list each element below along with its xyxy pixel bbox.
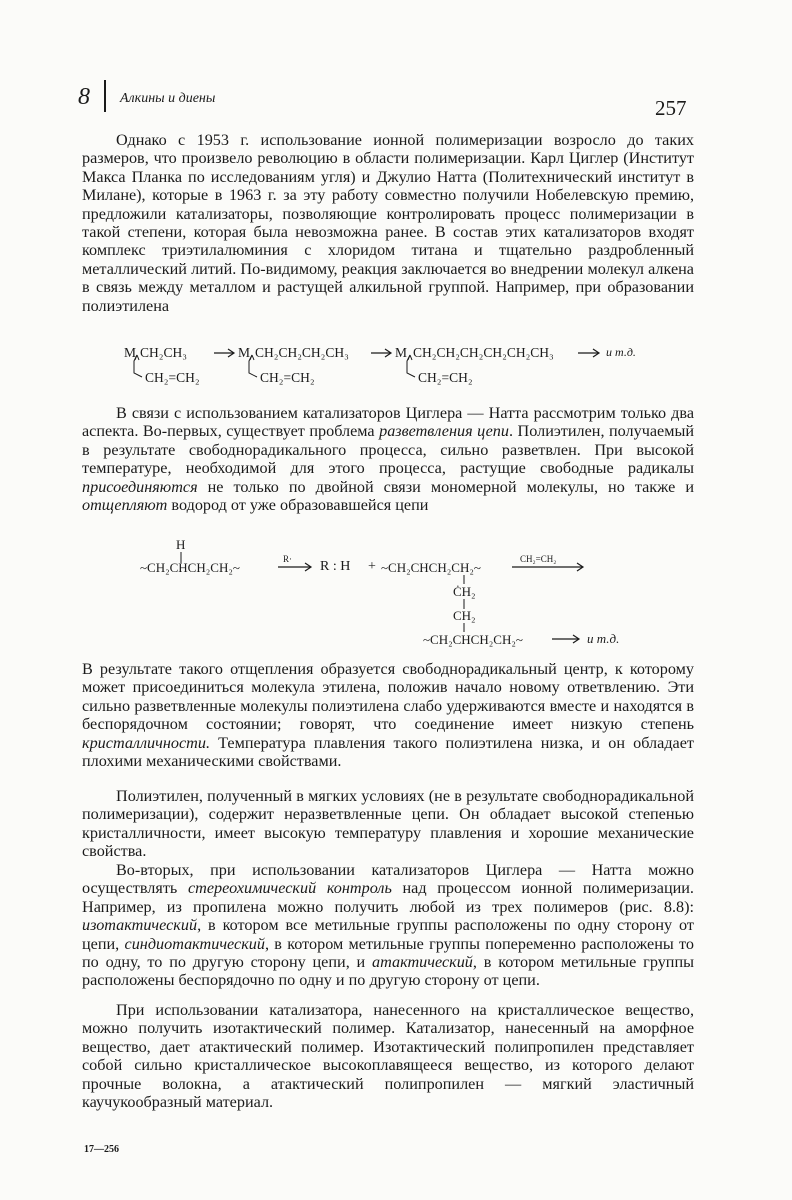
etc-label: и т.д. bbox=[606, 345, 636, 359]
metal-m2: M bbox=[238, 345, 251, 360]
emphasis-atactic: атактический bbox=[372, 953, 473, 972]
plus-sign: + bbox=[368, 559, 376, 574]
text-run: Во-вторых, при использовании катализаторов Циглера — Натта можно осуществлять bbox=[82, 861, 694, 898]
alkyl-chain-2: CH₂CH₂CH₂CH₃ bbox=[255, 345, 349, 360]
emphasis-crystallinity: кристалличности. bbox=[82, 733, 210, 752]
ethylene-2: CH₂=CH₂ bbox=[260, 370, 315, 385]
page-number: 257 bbox=[655, 96, 687, 120]
text-run: , в котором все метильные группы расположены по одну сторону от цепи, bbox=[82, 916, 694, 953]
hydrogen-label: H bbox=[176, 537, 186, 552]
paragraph-4 bbox=[82, 787, 694, 861]
emphasis-abstract: отщепляют bbox=[82, 496, 168, 515]
signature-mark: 17—256 bbox=[84, 1144, 119, 1155]
reaction-scheme-branching bbox=[140, 537, 660, 657]
text-run: В связи с использованием катализаторов Циглера — Натта рассмотрим только два аспекта. Во-первых, существует проблема bbox=[82, 404, 694, 441]
emphasis-syndiotactic: синдиотактический bbox=[124, 934, 265, 953]
alkyl-chain-3: CH₂CH₂CH₂CH₂CH₂CH₃ bbox=[413, 345, 554, 360]
emphasis-stereo-control: стереохимический контроль bbox=[187, 879, 392, 898]
chain-branched: ~CH₂CHCH₂CH₂~ bbox=[423, 632, 523, 647]
paragraph-text bbox=[82, 660, 694, 770]
text-run: Температура плавления такого полиэтилена низка, и он обладает плохими механическими свойствами. bbox=[82, 733, 694, 771]
text-run: . Полиэтилен, получаемый в результате свободнорадикального процесса, сильно разветвлен. При высокой температуре, необходимой для этого процесса, растущие свободные радикалы bbox=[82, 422, 695, 478]
ethylene-3: CH₂=CH₂ bbox=[418, 370, 473, 385]
paragraph-6 bbox=[82, 1001, 694, 1111]
etc-label-2: и т.д. bbox=[587, 631, 620, 646]
paragraph-1 bbox=[82, 131, 694, 315]
chain-radical: ~CH₂CHCH₂CH₂~ bbox=[381, 560, 481, 575]
text-run: В результате такого отщепления образуется свободнорадикальный центр, к которому может присоединиться молекула этилена, положив начало новому ответвлению. Эти сильно разветвленные молекулы полиэтилена слабо удерживаются вместе и находятся в беспорядочном состоянии; говорят, что соединение имеет низкую степень bbox=[82, 660, 694, 734]
ch2-group: CH₂ bbox=[453, 608, 476, 623]
ch2-radical: ĊH₂ bbox=[453, 584, 476, 599]
radical-reagent: R· bbox=[283, 554, 292, 564]
rh-product: R : H bbox=[320, 559, 351, 574]
scheme2-lines bbox=[140, 537, 660, 657]
reaction-scheme-polyethylene bbox=[118, 343, 678, 393]
text-run: водород от уже образовавшейся цепи bbox=[167, 496, 429, 515]
ethylene-1: CH₂=CH₂ bbox=[145, 370, 200, 385]
paragraph-text: Полиэтилен, полученный в мягких условиях (не в результате свободнорадикальной полимеризации), содержит неразветвленные цепи. Он обладает высокой степенью кристалличности, имеет высокую температуру плавления и хорошие механические свойства. bbox=[82, 787, 694, 861]
emphasis-isotactic: изотактический bbox=[82, 916, 198, 935]
alkyl-chain-1: CH₂CH₃ bbox=[140, 345, 187, 360]
text-run: , в котором метильные группы расположены беспорядочно по одну и по другую сторону от цепи. bbox=[82, 953, 694, 990]
chapter-title: Алкины и диены bbox=[120, 91, 216, 106]
paragraph-text bbox=[82, 404, 694, 514]
metal-m1: M bbox=[124, 345, 137, 360]
paragraph-text: При использовании катализатора, нанесенного на кристаллическое вещество, можно получить изотактический полимер. Катализатор, нанесенный на аморфное вещество, дает атактический полимер. Изотактический полипропилен представляет собой сильно кристаллическое высокоплавящееся вещество, из которого делают прочные волокна, а атактический полипропилен — мягкий эластичный каучукообразный материал. bbox=[82, 1001, 694, 1112]
chain-with-h: ~CH₂CHCH₂CH₂~ bbox=[140, 560, 240, 575]
header-divider bbox=[104, 80, 106, 112]
paragraph-5 bbox=[82, 861, 694, 990]
text-run: , в котором метильные группы попеременно расположены то по одну, то по другую сторону цепи, и bbox=[82, 934, 694, 972]
ethylene-reagent: CH₂=CH₂ bbox=[520, 554, 557, 564]
paragraph-3 bbox=[82, 660, 694, 770]
paragraph-text: Однако с 1953 г. использование ионной полимеризации возросло до таких размеров, что произвело революцию в области полимеризации. Карл Циглер (Институт Макса Планка по исследованиям угля) и Джулио Натта (Политехнический институт в Милане), которые в 1963 г. за эту работу совместно получили Нобелевскую премию, предложили катализаторы, позволяющие контролировать процесс полимеризации в такой степени, которая была невозможна ранее. В состав этих катализаторов входят комплекс триэтилалюминия с хлоридом титана и тщательно раздробленный металлический литий. По-видимому, реакция заключается во внедрении молекул алкена в связь между металлом и растущей алкильной группой. Например, при образовании полиэтилена bbox=[82, 131, 694, 315]
chapter-number: 8 bbox=[78, 84, 90, 110]
paragraph-2 bbox=[82, 404, 694, 514]
metal-m3: M bbox=[395, 345, 408, 360]
emphasis-add: присоединяются bbox=[82, 477, 198, 496]
text-run: не только по двойной связи мономерной молекулы, но также и bbox=[197, 477, 694, 496]
emphasis-branching: разветвления цепи bbox=[379, 422, 509, 441]
paragraph-text bbox=[82, 861, 694, 990]
text-run: над процессом ионной полимеризации. Например, из пропилена можно получить любой из трех полимеров (рис. 8.8): bbox=[82, 879, 694, 916]
